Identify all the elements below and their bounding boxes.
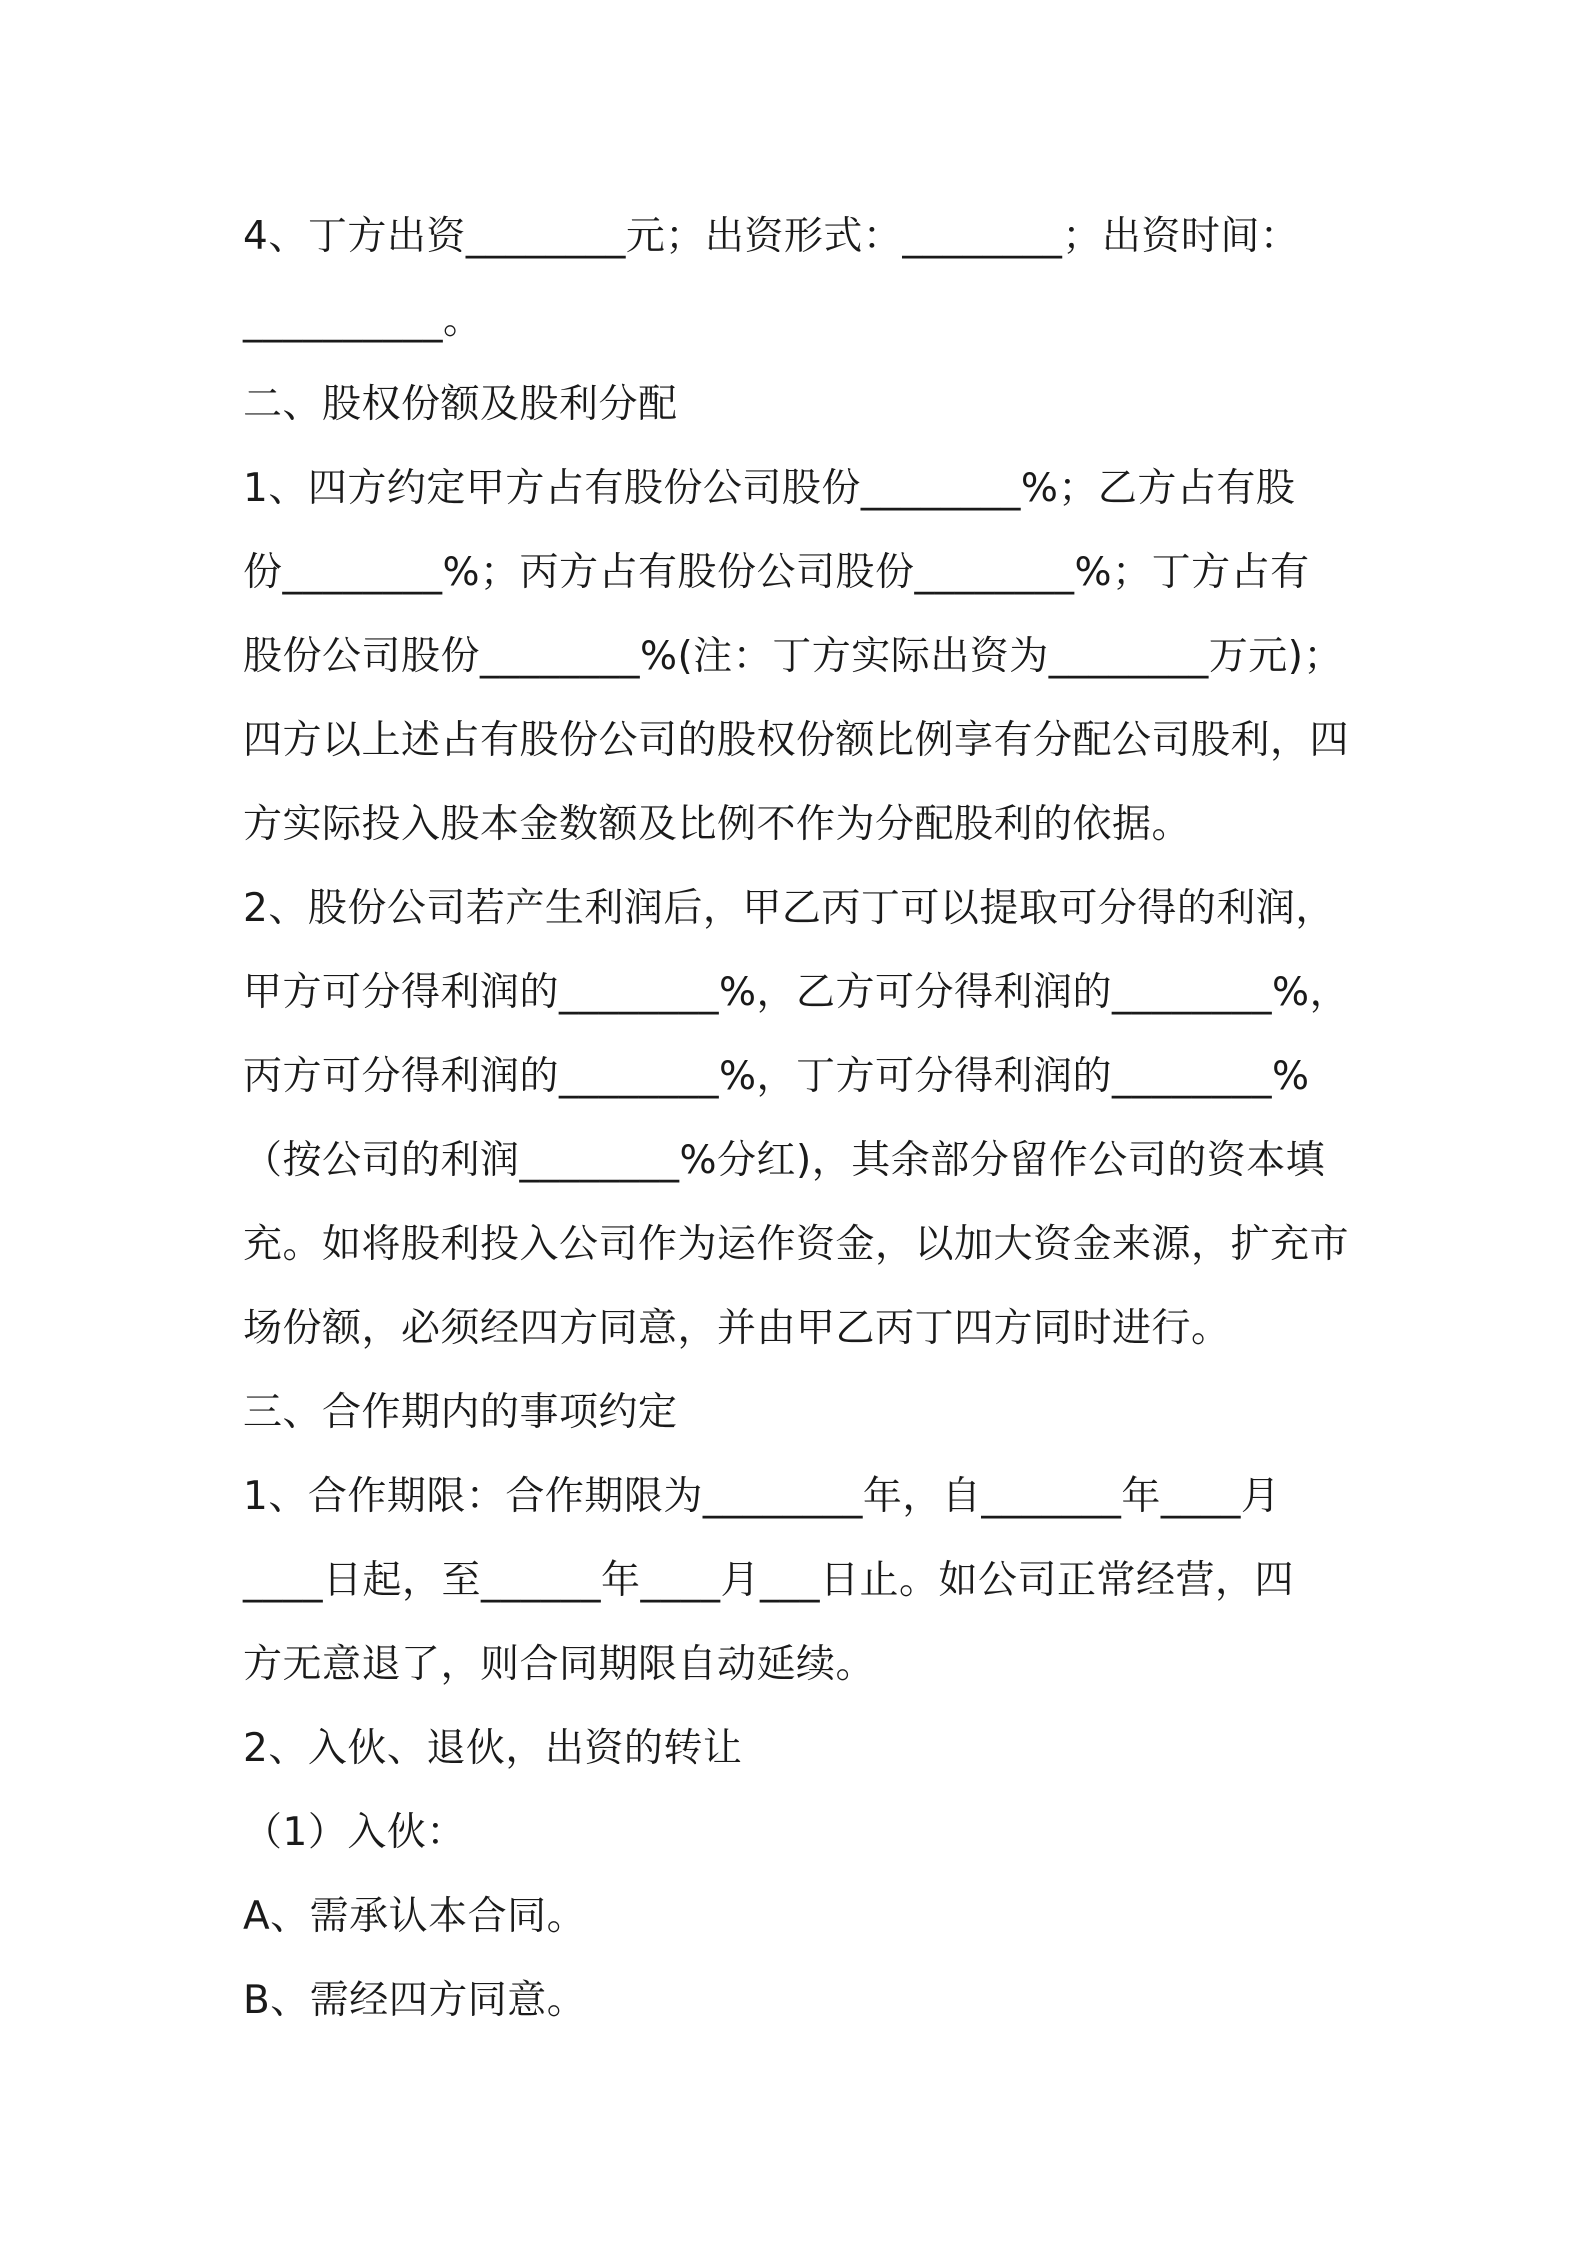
section-heading: 三、合作期内的事项约定 (243, 1390, 678, 1435)
paragraph-line: A、需承认本合同。 (243, 1894, 587, 1939)
paragraph-line: 场份额，必须经四方同意，并由甲乙丙丁四方同时进行。 (243, 1306, 1231, 1351)
paragraph-line: 甲方可分得利润的________%，乙方可分得利润的________%， (243, 970, 1350, 1015)
paragraph-line: 1、四方约定甲方占有股份公司股份________%；乙方占有股 (243, 466, 1296, 511)
paragraph-line: 股份公司股份________%(注：丁方实际出资为________万元)； (243, 634, 1343, 679)
paragraph-line: 方无意退了，则合同期限自动延续。 (243, 1642, 876, 1687)
paragraph-line: B、需经四方同意。 (243, 1978, 587, 2023)
section-heading: 二、股权份额及股利分配 (243, 382, 678, 427)
paragraph-line: __________。 (243, 298, 483, 343)
paragraph-line: 4、丁方出资________元；出资形式：________；出资时间： (243, 214, 1300, 259)
paragraph-line: 充。如将股利投入公司作为运作资金，以加大资金来源，扩充市 (243, 1222, 1350, 1267)
paragraph-line: ____日起，至______年____月___日止。如公司正常经营，四 (243, 1558, 1295, 1603)
paragraph-line: 2、股份公司若产生利润后，甲乙丙丁可以提取可分得的利润， (243, 886, 1335, 931)
document-body (243, 195, 1363, 2043)
paragraph-line: （按公司的利润________%分红)，其余部分留作公司的资本填 (243, 1138, 1326, 1183)
paragraph-line: 丙方可分得利润的________%，丁方可分得利润的________% (243, 1054, 1310, 1099)
paragraph-line: 份________%；丙方占有股份公司股份________%；丁方占有 (243, 550, 1310, 595)
paragraph-line: 四方以上述占有股份公司的股权份额比例享有分配公司股利，四 (243, 718, 1350, 763)
paragraph-line: 2、入伙、退伙，出资的转让 (243, 1726, 743, 1771)
paragraph-line: 1、合作期限：合作期限为________年，自_______年____月 (243, 1474, 1281, 1519)
paragraph-line: 方实际投入股本金数额及比例不作为分配股利的依据。 (243, 802, 1192, 847)
paragraph-line: （1）入伙： (243, 1810, 466, 1855)
